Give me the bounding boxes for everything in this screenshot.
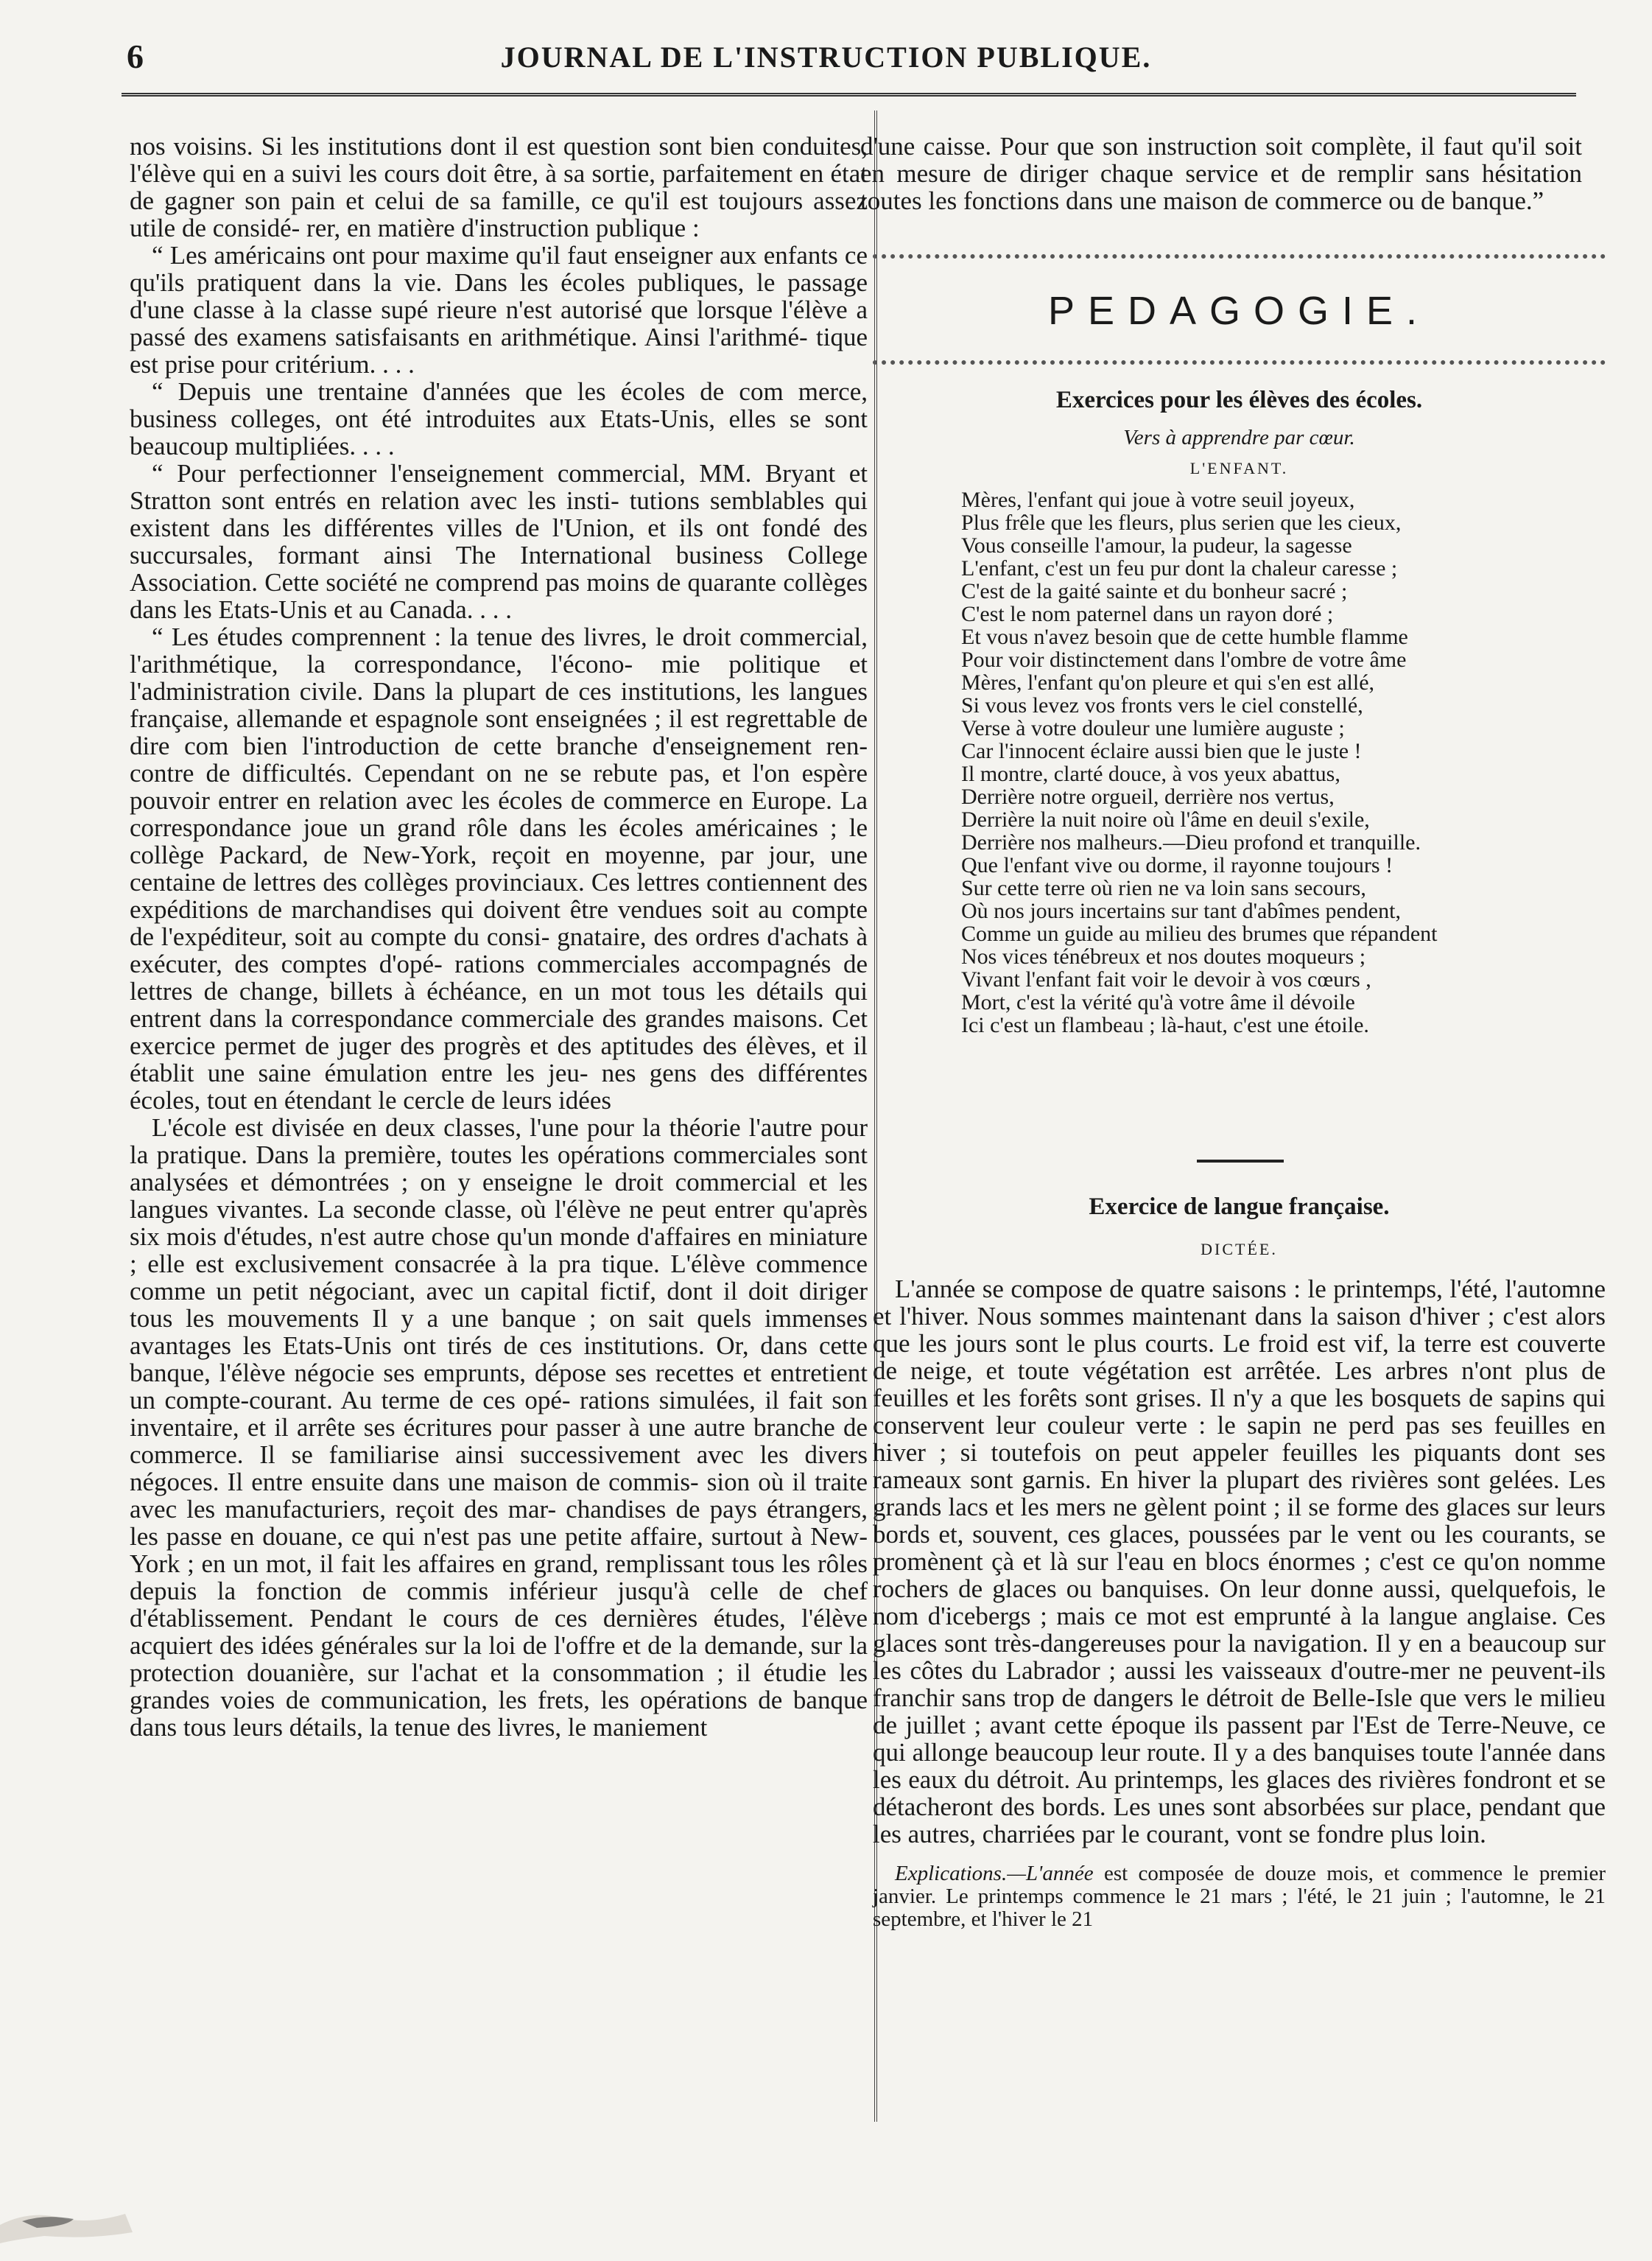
poem-line: Et vous n'avez besoin que de cette humble flamme: [961, 625, 1408, 649]
left-paragraph: nos voisins. Si les institutions dont il est question sont bien conduites, l'élève qui en a suivi les cours doit être, à sa sortie, parfaitement en état de gagner son pain et celui de sa famille, ce qu'il est toujours assez utile de considé- rer, en matière d'instruction publique :: [130, 132, 868, 242]
poem-line: Vous conseille l'amour, la pudeur, la sagesse: [961, 533, 1352, 558]
poem-line: C'est de la gaité sainte et du bonheur sacré ;: [961, 579, 1348, 603]
exercise-title: Exercices pour les élèves des écoles.: [1055, 387, 1423, 413]
left-paragraph: “ Les américains ont pour maxime qu'il faut enseigner aux enfants ce qu'ils pratiquent dans la vie. Dans les écoles publiques, le passage d'une classe à la classe supé rieure n'est autorisé que lorsque l'élève a passé des examens satisfaisants en arithmétique. Ainsi l'arithmé- tique est prise pour critérium. . . .: [130, 241, 868, 379]
poem-line: Derrière la nuit noire où l'âme en deuil s'exile,: [961, 807, 1370, 832]
poem-title: L'ENFANT.: [1189, 459, 1289, 477]
poem-line: Derrière nos malheurs.—Dieu profond et tranquille.: [961, 830, 1421, 855]
poem-line: Ici c'est un flambeau ; là-haut, c'est une étoile.: [961, 1013, 1369, 1037]
running-head: JOURNAL DE L'INSTRUCTION PUBLIQUE.: [500, 41, 1152, 74]
pedagogie-section: [873, 254, 1606, 1037]
poem-line: Sur cette terre où rien ne va loin sans secours,: [961, 876, 1366, 900]
poem: [873, 488, 1606, 1037]
corner-smudge: [0, 2181, 147, 2247]
poem-line: Où nos jours incertains sur tant d'abîmes pendent,: [961, 899, 1401, 923]
pedagogie-title: PEDAGOGIE.: [1047, 289, 1431, 333]
right-continuation-paragraph: d'une caisse. Pour que son instruction soit complète, il faut qu'il soit en mesure de diriger chaque service et de remplir sans hésitation toutes les fonctions dans une maison de commerce ou de banque.”: [860, 132, 1582, 215]
poem-line: Nos vices ténébreux et nos doutes moqueurs ;: [961, 944, 1366, 969]
poem-line: Verse à votre douleur une lumière auguste ;: [961, 716, 1345, 740]
dictee-label: DICTÉE.: [1201, 1240, 1278, 1258]
poem-line: Que l'enfant vive ou dorme, il rayonne toujours !: [961, 853, 1393, 877]
poem-line: Mort, c'est la vérité qu'à votre âme il dévoile: [961, 990, 1355, 1014]
left-column: [130, 133, 868, 1741]
left-paragraph: “ Pour perfectionner l'enseignement commercial, MM. Bryant et Stratton sont entrés en relation avec les insti- tutions semblables qui existent dans les différentes villes de l'Union, et ils ont fondé des succursales, formant ainsi The International business College Association. Cette société ne comprend pas moins de quarante collèges dans les Etats-Unis et au Canada. . . .: [130, 459, 868, 624]
poem-line: Mères, l'enfant qui joue à votre seuil joyeux,: [961, 488, 1355, 512]
langue-title: Exercice de langue française.: [1089, 1193, 1390, 1220]
poem-line: Car l'innocent éclaire aussi bien que le juste !: [961, 739, 1362, 763]
explications-label: Explications.—L'année: [895, 1862, 1094, 1885]
header-rule: [122, 93, 1576, 97]
poem-line: Il montre, clarté douce, à vos yeux abattus,: [961, 762, 1340, 786]
left-paragraph: “ Depuis une trentaine d'années que les écoles de com merce, business colleges, ont été introduites aux Etats-Unis, elles se sont beaucoup multipliées. . . .: [130, 377, 868, 460]
poem-line: Plus frêle que les fleurs, plus serien que les cieux,: [961, 511, 1402, 535]
dictee-paragraph: L'année se compose de quatre saisons : le printemps, l'été, l'automne et l'hiver. Nous sommes maintenant dans la saison d'hiver ; c'est alors que les jours sont le plus courts. Le froid est vif, la terre est couverte de neige, et toute végétation est arrêtée. Les arbres n'ont plus de feuilles et les forêts sont grises. Il n'y a que les bosquets de sapins qui conservent leur couleur verte : le sapin ne perd pas ses feuilles en hiver ; si toutefois on peut appeler feuilles les piquants dont ses rameaux sont garnis. En hiver la plupart des rivières sont gelées. Les grands lacs et les mers ne gèlent point ; il se forme des glaces sur leurs bords et, souvent, ces glaces, poussées par le vent ou les courants, se promènent çà et là sur l'eau en blocs énormes ; c'est ce qu'on nomme rochers de glaces ou banquises. On leur donne aussi, quelquefois, le nom d'icebergs ; mais ce mot est emprunté à la langue anglaise. Ces glaces sont très-dangereuses pour la navigation. Il y en a beaucoup sur les côtes du Labrador ; aussi les vaisseaux d'outre-mer ne peuvent-ils franchir sans trop de dangers le détroit de Belle-Isle que vers le milieu de juillet ; avant cette époque ils passent par l'Est de Terre-Neuve, ce qui allonge beaucoup leur route. Il y a des banquises toute l'année dans les eaux du détroit. Au printemps, les glaces des rivières fondront et se détacheront des bords. Les unes sont absorbées sur place, pendant que les autres, charriées par le courant, vont se fondre plus loin.: [873, 1275, 1606, 1848]
poem-line: Pour voir distinctement dans l'ombre de votre âme: [961, 648, 1407, 672]
dictee-text-block: [873, 1275, 1606, 1848]
left-paragraph: L'école est divisée en deux classes, l'une pour la théorie l'autre pour la pratique. Dans la première, toutes les opérations commerciales sont analysées et démontrées ; on y enseigne le droit commercial et les langues vivantes. La seconde classe, où l'élève ne peut entrer qu'après six mois d'études, n'est autre chose qu'un monde d'affaires en miniature ; elle est exclusivement consacrée à la pra tique. L'élève commence comme un petit négociant, avec un capital fictif, dont il doit diriger tous les mouvements Il y a une banque ; on sait quels immenses avantages les Etats-Unis ont tirés de ces institutions. Or, dans cette banque, l'élève négocie ses emprunts, dépose ses recettes et entretient un compte-courant. Au terme de ces opé- rations simulées, il fait son inventaire, et il arrête ses écritures pour passer à une autre branche de commerce. Il se familiarise ainsi successivement avec les divers négoces. Il entre ensuite dans une maison de commis- sion où il traite avec les manufacturiers, reçoit des mar- chandises de pays étrangers, les passe en douane, ce qui n'est pas une petite affaire, surtout à New-York ; en un mot, il fait les affaires en grand, remplissant tous les rôles depuis la fonction de commis inférieur jusqu'à celle de chef d'établissement. Pendant le cours de ces dernières études, l'élève acquiert des idées générales sur la loi de l'offre et de la demande, sur la protection douanière, sur l'achat et la consommation ; il étudie les grandes voies de communication, les frets, les opérations de banque dans tous leurs détails, la tenue des livres, le maniement: [130, 1113, 868, 1742]
left-paragraph: “ Les études comprennent : la tenue des livres, le droit commercial, l'arithmétique, la correspondance, l'écono- mie politique et l'administration civile. Dans la plupart de ces institutions, les langues française, allemande et espagnole sont enseignées ; il est regrettable de dire com bien l'introduction de cette branche d'enseignement ren- contre de difficultés. Cependant on ne se rebute pas, et l'on espère pouvoir entrer en relation avec les écoles de commerce en Europe. La correspondance joue un grand rôle dans les écoles américaines ; le collège Packard, de New-York, reçoit en moyenne, par jour, une centaine de lettres des collèges provinciaux. Ces lettres contiennent des expéditions de marchandises qui doivent être vendues soit au compte de l'expéditeur, soit au compte du consi- gnataire, des ordres d'achats à exécuter, des comptes d'opé- rations commerciales accompagnés de lettres de change, billets à échéance, en un mot tous les détails qui entrent dans la correspondance commerciale des grandes maisons. Cet exercice permet de juger des progrès et des aptitudes des élèves, et il établit une saine émulation entre les jeu- nes gens des différentes écoles, tout en étendant le cercle de leurs idées: [130, 623, 868, 1115]
section-rule-top: [873, 254, 1606, 259]
poem-line: Mères, l'enfant qu'on pleure et qui s'en est allé,: [961, 670, 1375, 695]
verse-label: Vers à apprendre par cœur.: [1123, 426, 1355, 449]
right-column-continuation: [860, 133, 1582, 214]
section-rule-bottom: [873, 360, 1606, 365]
langue-section: [873, 1193, 1606, 1931]
poem-line: C'est le nom paternel dans un rayon doré ;: [961, 602, 1334, 626]
short-rule: [1197, 1160, 1284, 1163]
explications-text: est composée de douze mois, et commence le premier janvier. Le printemps commence le 21 mars ; l'été, le 21 juin ; l'automne, le 21 septembre, et l'hiver le 21: [873, 1862, 1606, 1931]
poem-line: Comme un guide au milieu des brumes que répandent: [961, 922, 1438, 946]
poem-line: Si vous levez vos fronts vers le ciel constellé,: [961, 693, 1363, 718]
explications: [873, 1862, 1606, 1931]
poem-line: Vivant l'enfant fait voir le devoir à vos cœurs ,: [961, 967, 1371, 992]
poem-line: L'enfant, c'est un feu pur dont la chaleur caresse ;: [961, 556, 1398, 581]
page-number: 6: [127, 38, 144, 75]
poem-line: Derrière notre orgueil, derrière nos vertus,: [961, 785, 1335, 809]
